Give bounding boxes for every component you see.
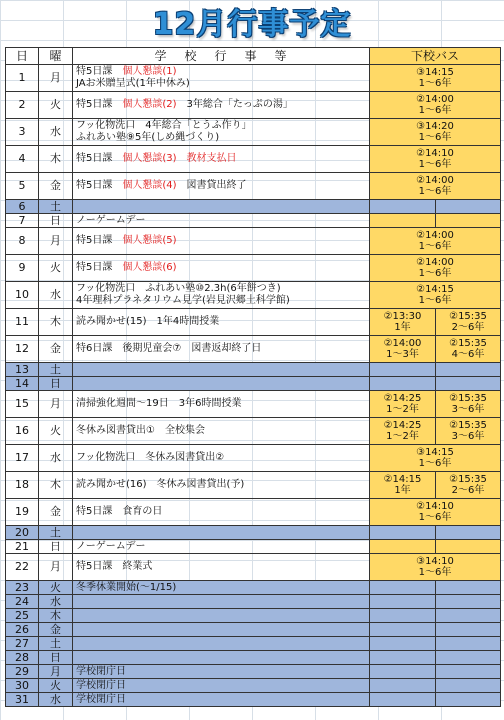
event-text <box>73 623 370 637</box>
bus-line: ③14:10 <box>416 556 454 567</box>
bus-line: ②13:30 <box>383 311 422 322</box>
bus-time <box>370 445 501 472</box>
weekday: 月 <box>39 554 73 581</box>
header-events: 学校行事等 <box>73 48 370 65</box>
day-number: 14 <box>6 377 39 391</box>
event-segment: 冬季休業開始(〜1/15) <box>76 581 177 593</box>
highlight-event: 個人懇談(2) <box>122 99 177 110</box>
bus-line: ②14:00 <box>416 230 454 241</box>
event-segment: 特5日課 <box>76 235 123 246</box>
event-text <box>73 119 370 146</box>
bus-line: 3〜6年 <box>451 404 485 415</box>
bus-line: 3〜6年 <box>451 431 485 442</box>
event-segment: 冬休み図書貸出① 全校集会 <box>76 425 205 436</box>
weekday: 火 <box>39 679 73 693</box>
bus-line: ②14:10 <box>416 148 454 159</box>
event-text <box>73 92 370 119</box>
day-number: 20 <box>6 526 39 540</box>
bus-line: ②14:00 <box>416 94 454 105</box>
schedule-row <box>6 679 501 693</box>
bus-line: ②14:25 <box>383 420 422 431</box>
event-line <box>76 78 366 90</box>
schedule-row <box>6 554 501 581</box>
bus-time <box>370 609 436 623</box>
day-number: 31 <box>6 693 39 707</box>
weekday: 木 <box>39 309 73 336</box>
schedule-row <box>6 595 501 609</box>
event-text <box>73 651 370 665</box>
event-text <box>73 173 370 200</box>
header-day: 日 <box>6 48 39 65</box>
bus-time <box>436 336 501 363</box>
bus-time <box>436 679 501 693</box>
bus-line: ③14:15 <box>416 447 454 458</box>
event-line <box>76 120 366 132</box>
bus-time <box>370 581 436 595</box>
day-number: 8 <box>6 228 39 255</box>
weekday: 月 <box>39 665 73 679</box>
event-line <box>76 561 366 573</box>
weekday: 木 <box>39 472 73 499</box>
bus-line: 1〜6年 <box>418 78 452 89</box>
schedule-row <box>6 309 501 336</box>
bus-time <box>370 146 501 173</box>
bus-line: 2〜6年 <box>451 322 485 333</box>
day-number: 27 <box>6 637 39 651</box>
bus-time <box>436 540 501 554</box>
schedule-row <box>6 146 501 173</box>
event-line <box>76 694 366 706</box>
day-number: 21 <box>6 540 39 554</box>
event-text <box>73 336 370 363</box>
event-line <box>76 66 366 78</box>
bus-time <box>370 693 436 707</box>
page-title: 12月行事予定 <box>152 7 352 42</box>
weekday: 水 <box>39 595 73 609</box>
event-text <box>73 526 370 540</box>
bus-line: 1〜6年 <box>418 512 452 523</box>
event-segment: 学校閉庁日 <box>76 679 126 691</box>
event-text <box>73 665 370 679</box>
weekday: 日 <box>39 214 73 228</box>
event-line <box>76 235 366 247</box>
bus-line: 4〜6年 <box>451 349 485 360</box>
weekday: 月 <box>39 65 73 92</box>
bus-time <box>436 377 501 391</box>
bus-time <box>370 554 501 581</box>
schedule-row <box>6 391 501 418</box>
day-number: 13 <box>6 363 39 377</box>
weekday: 木 <box>39 609 73 623</box>
event-text <box>73 418 370 445</box>
bus-time <box>370 228 501 255</box>
bus-line: ②14:00 <box>416 175 454 186</box>
bus-time <box>370 309 436 336</box>
bus-time <box>436 391 501 418</box>
event-line <box>76 180 366 192</box>
schedule-row <box>6 282 501 309</box>
event-line <box>76 316 366 328</box>
schedule-row <box>6 363 501 377</box>
event-line <box>76 479 366 491</box>
bus-time <box>370 363 436 377</box>
day-number: 5 <box>6 173 39 200</box>
bus-line: 1〜6年 <box>418 567 452 578</box>
weekday: 土 <box>39 363 73 377</box>
event-line <box>76 541 366 553</box>
event-line <box>76 666 366 678</box>
bus-time <box>436 665 501 679</box>
day-number: 10 <box>6 282 39 309</box>
event-segment: 清掃強化週間〜19日 3年6時間授業 <box>76 398 242 409</box>
weekday: 金 <box>39 336 73 363</box>
bus-time <box>370 679 436 693</box>
bus-line: 1〜2年 <box>386 404 419 415</box>
event-segment: 学校閉庁日 <box>76 693 126 705</box>
bus-time <box>370 119 501 146</box>
weekday: 火 <box>39 92 73 119</box>
event-line <box>76 132 366 144</box>
event-segment: 特5日課 <box>76 262 123 273</box>
day-number: 15 <box>6 391 39 418</box>
bus-time <box>436 693 501 707</box>
day-number: 29 <box>6 665 39 679</box>
day-number: 24 <box>6 595 39 609</box>
event-text <box>73 214 370 228</box>
event-line <box>76 506 366 518</box>
event-text <box>73 309 370 336</box>
event-segment: 特5日課 <box>76 99 123 110</box>
day-number: 2 <box>6 92 39 119</box>
day-number: 28 <box>6 651 39 665</box>
bus-time <box>436 472 501 499</box>
event-segment: JAお米贈呈式(1年中休み) <box>76 78 190 89</box>
schedule-row <box>6 651 501 665</box>
bus-line: ②14:15 <box>383 474 422 485</box>
highlight-event: 個人懇談(4) <box>122 180 177 191</box>
bus-line: 1〜6年 <box>418 159 452 170</box>
event-segment: 読み聞かせ(16) 冬休み図書貸出(予) <box>76 479 245 490</box>
bus-line: ②14:10 <box>416 501 454 512</box>
bus-time <box>370 595 436 609</box>
event-segment: 図書貸出終了 <box>176 180 247 191</box>
schedule-row <box>6 377 501 391</box>
schedule-row <box>6 623 501 637</box>
bus-time <box>436 363 501 377</box>
bus-time <box>370 391 436 418</box>
schedule-row <box>6 255 501 282</box>
schedule-row <box>6 336 501 363</box>
day-number: 30 <box>6 679 39 693</box>
weekday: 土 <box>39 200 73 214</box>
schedule-row <box>6 526 501 540</box>
weekday: 土 <box>39 526 73 540</box>
schedule-row <box>6 693 501 707</box>
schedule-row <box>6 609 501 623</box>
weekday: 水 <box>39 282 73 309</box>
event-line <box>76 582 366 594</box>
bus-time <box>370 173 501 200</box>
event-segment: 学校閉庁日 <box>76 665 126 677</box>
bus-time <box>370 472 436 499</box>
day-number: 22 <box>6 554 39 581</box>
weekday: 金 <box>39 499 73 526</box>
event-line <box>76 425 366 437</box>
event-segment: 特5日課 <box>76 66 123 77</box>
day-number: 18 <box>6 472 39 499</box>
weekday: 日 <box>39 377 73 391</box>
weekday: 日 <box>39 540 73 554</box>
event-line <box>76 153 366 165</box>
schedule-row <box>6 445 501 472</box>
bus-line: 1〜6年 <box>418 458 452 469</box>
bus-time <box>370 540 436 554</box>
event-text <box>73 693 370 707</box>
bus-time <box>436 651 501 665</box>
event-text <box>73 255 370 282</box>
day-number: 3 <box>6 119 39 146</box>
bus-time <box>436 595 501 609</box>
weekday: 月 <box>39 228 73 255</box>
schedule-row <box>6 665 501 679</box>
schedule-row <box>6 472 501 499</box>
bus-time <box>436 214 501 228</box>
event-text <box>73 146 370 173</box>
bus-time <box>370 377 436 391</box>
bus-time <box>436 309 501 336</box>
bus-line: ②14:25 <box>383 393 422 404</box>
highlight-event: 個人懇談(1) <box>122 66 177 77</box>
event-segment: フッ化物洗口 ふれあい塾⑩2.3h(6年餅つき) <box>76 283 281 294</box>
event-segment: 特5日課 食育の日 <box>76 506 163 517</box>
event-text <box>73 637 370 651</box>
bus-time <box>370 637 436 651</box>
schedule-row <box>6 581 501 595</box>
highlight-event: 個人懇談(5) <box>122 235 177 246</box>
bus-line: ②15:35 <box>449 393 487 404</box>
event-line <box>76 452 366 464</box>
event-text <box>73 581 370 595</box>
bus-line: 1〜6年 <box>418 105 452 116</box>
highlight-event: 個人懇談(3) 教材支払日 <box>122 153 237 164</box>
bus-line: 1〜3年 <box>386 349 419 360</box>
day-number: 25 <box>6 609 39 623</box>
bus-line: ②14:15 <box>416 284 454 295</box>
day-number: 16 <box>6 418 39 445</box>
event-segment: 特5日課 <box>76 180 123 191</box>
bus-time <box>370 623 436 637</box>
header-bus: 下校バス <box>370 48 501 65</box>
bus-time <box>370 200 436 214</box>
event-segment: 特5日課 終業式 <box>76 561 153 572</box>
event-text <box>73 200 370 214</box>
bus-time <box>370 418 436 445</box>
bus-line: 1年 <box>394 485 411 496</box>
event-segment: ノーゲームデー <box>76 540 146 552</box>
event-line <box>76 283 366 295</box>
schedule-row <box>6 119 501 146</box>
day-number: 1 <box>6 65 39 92</box>
bus-line: 1〜6年 <box>418 268 452 279</box>
event-segment: 特5日課 <box>76 153 123 164</box>
day-number: 19 <box>6 499 39 526</box>
header-row <box>6 48 501 65</box>
header-weekday: 曜 <box>39 48 73 65</box>
weekday: 日 <box>39 651 73 665</box>
event-line <box>76 99 366 111</box>
event-segment: フッ化物洗口 冬休み図書貸出② <box>76 452 225 463</box>
bus-line: ②15:35 <box>449 474 487 485</box>
schedule-row <box>6 173 501 200</box>
bus-line: ③14:15 <box>416 67 454 78</box>
bus-time <box>436 200 501 214</box>
schedule-row <box>6 200 501 214</box>
bus-line: 2〜6年 <box>451 485 485 496</box>
weekday: 金 <box>39 173 73 200</box>
event-line <box>76 680 366 692</box>
schedule-row <box>6 228 501 255</box>
schedule-row <box>6 65 501 92</box>
weekday: 木 <box>39 146 73 173</box>
bus-time <box>370 526 436 540</box>
day-number: 6 <box>6 200 39 214</box>
event-segment: ふれあい塾⑨5年(しめ縄づくり) <box>76 132 220 143</box>
bus-time <box>370 255 501 282</box>
event-line <box>76 215 366 227</box>
bus-time <box>370 282 501 309</box>
event-text <box>73 679 370 693</box>
event-text <box>73 391 370 418</box>
event-segment: 4年理科プラネタリウム見学(岩見沢郷土科学館) <box>76 295 290 306</box>
event-text <box>73 282 370 309</box>
bus-line: ③14:20 <box>416 121 454 132</box>
highlight-event: 個人懇談(6) <box>122 262 177 273</box>
schedule-row <box>6 418 501 445</box>
day-number: 4 <box>6 146 39 173</box>
day-number: 9 <box>6 255 39 282</box>
event-line <box>76 262 366 274</box>
event-segment: 特6日課 後期児童会⑦ 図書返却終了日 <box>76 343 262 354</box>
event-text <box>73 595 370 609</box>
bus-time <box>370 665 436 679</box>
event-segment: ノーゲームデー <box>76 214 146 226</box>
event-segment: 3年総合「たっぷの湯」 <box>176 99 293 110</box>
weekday: 火 <box>39 581 73 595</box>
day-number: 12 <box>6 336 39 363</box>
event-text <box>73 540 370 554</box>
weekday: 土 <box>39 637 73 651</box>
bus-time <box>370 65 501 92</box>
event-text <box>73 363 370 377</box>
weekday: 火 <box>39 418 73 445</box>
bus-line: 1〜6年 <box>418 295 452 306</box>
schedule-body <box>6 65 501 707</box>
bus-line: ②15:35 <box>449 420 487 431</box>
weekday: 火 <box>39 255 73 282</box>
day-number: 26 <box>6 623 39 637</box>
weekday: 水 <box>39 693 73 707</box>
event-segment: フッ化物洗口 4年総合「とうふ作り」 <box>76 120 252 131</box>
event-line <box>76 398 366 410</box>
event-text <box>73 499 370 526</box>
schedule-row <box>6 499 501 526</box>
event-text <box>73 609 370 623</box>
weekday: 水 <box>39 445 73 472</box>
bus-line: ②14:00 <box>416 257 454 268</box>
weekday: 金 <box>39 623 73 637</box>
bus-line: 1〜2年 <box>386 431 419 442</box>
bus-time <box>436 623 501 637</box>
bus-time <box>370 499 501 526</box>
event-text <box>73 554 370 581</box>
schedule-row <box>6 637 501 651</box>
schedule-table <box>5 47 501 707</box>
schedule-row <box>6 92 501 119</box>
bus-time <box>370 92 501 119</box>
bus-time <box>370 651 436 665</box>
bus-line: 1〜6年 <box>418 186 452 197</box>
event-text <box>73 228 370 255</box>
bus-line: ②14:00 <box>383 338 422 349</box>
schedule-row <box>6 214 501 228</box>
event-segment: 読み聞かせ(15) 1年4時間授業 <box>76 316 220 327</box>
bus-line: 1〜6年 <box>418 132 452 143</box>
day-number: 17 <box>6 445 39 472</box>
weekday: 月 <box>39 391 73 418</box>
bus-time <box>436 581 501 595</box>
event-line <box>76 295 366 307</box>
bus-time <box>436 637 501 651</box>
event-text <box>73 445 370 472</box>
bus-line: ②15:35 <box>449 311 487 322</box>
day-number: 23 <box>6 581 39 595</box>
event-text <box>73 472 370 499</box>
event-text <box>73 65 370 92</box>
day-number: 7 <box>6 214 39 228</box>
event-text <box>73 377 370 391</box>
bus-time <box>436 526 501 540</box>
day-number: 11 <box>6 309 39 336</box>
event-line <box>76 343 366 355</box>
bus-time <box>436 418 501 445</box>
bus-line: ②15:35 <box>449 338 487 349</box>
bus-time <box>436 609 501 623</box>
bus-time <box>370 336 436 363</box>
schedule-row <box>6 540 501 554</box>
weekday: 水 <box>39 119 73 146</box>
bus-line: 1〜6年 <box>418 241 452 252</box>
bus-time <box>370 214 436 228</box>
bus-line: 1年 <box>394 322 411 333</box>
